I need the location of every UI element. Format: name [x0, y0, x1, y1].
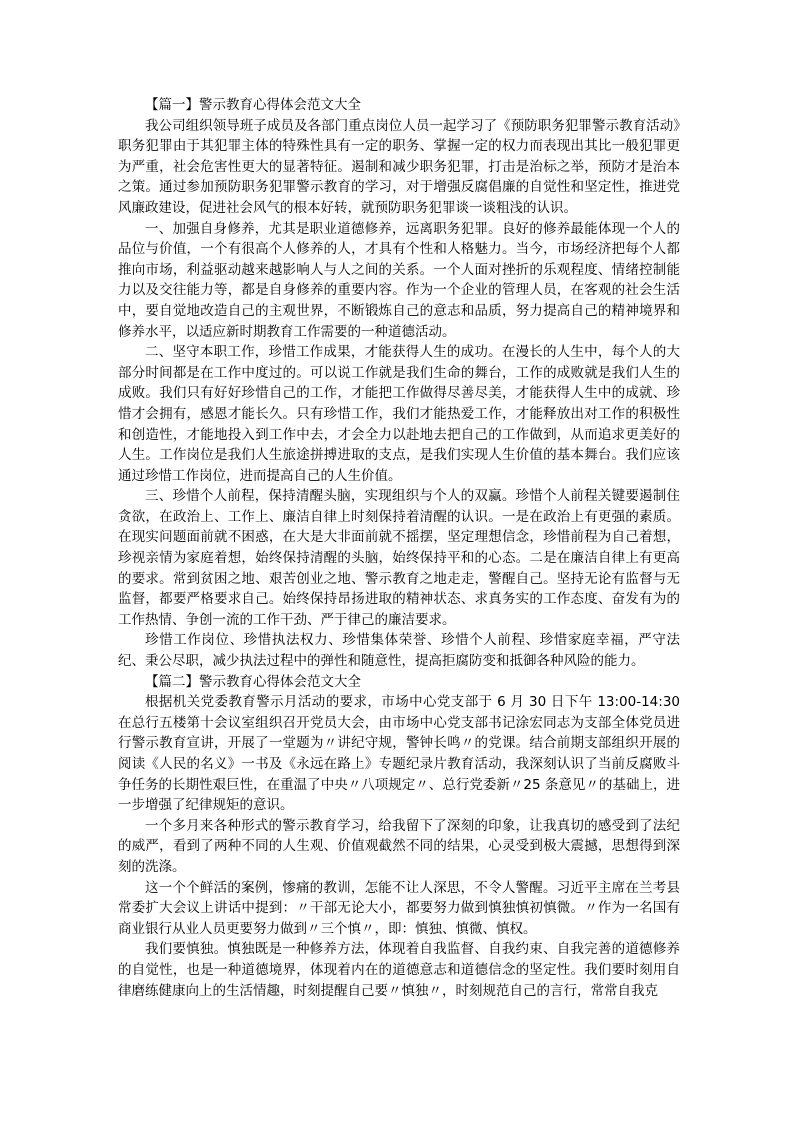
section-2-paragraph-impression: 一个多月来各种形式的警示教育学习，给我留下了深刻的印象，让我真切的感受到了法纪的威严，看到了两种不同的人生观、价值观截然不同的结果，心灵受到极大震撼，思想得到深刻的洗涤。 [118, 817, 680, 875]
section-2-paragraph-intro: 根据机关党委教育警示月活动的要求，市场中心党支部于 6 月 30 日下午 13:00-14:30 在总行五楼第十会议室组织召开党员大会，由市场中心党支部书记涂宏同志为支部全体党员进行警示教育宣讲，开展了一堂题为〃讲纪守规，警钟长鸣〃的党课。结合前期支部组织开展的阅读《人民的名义》一书及《永远在路上》专题纪录片教育活动，我深刻认识了当前反腐败斗争任务的长期性艰巨性，在重温了中央〃八项规定〃、总行党委新〃25 条意见〃的基础上，进一步增强了纪律规矩的意识。 [118, 694, 680, 814]
section-2-heading: 【篇二】警示教育心得体会范文大全 [145, 673, 361, 690]
section-1-heading: 【篇一】警示教育心得体会范文大全 [145, 97, 361, 113]
section-2-paragraph-cases: 这一个个鲜活的案例，惨痛的教训，怎能不让人深思，不令人警醒。习近平主席在兰考县常委扩大会议上讲话中提到：〃干部无论大小，都要努力做到慎独慎初慎微。〃作为一名国有商业银行从业人员更要努力做到〃三个慎〃，即：慎独、慎微、慎权。 [118, 879, 680, 937]
section-1-paragraph-point-1: 一、加强自身修养，尤其是职业道德修养，远离职务犯罪。良好的修养最能体现一个人的品位与价值，一个有很高个人修养的人，才具有个性和人格魅力。当今，市场经济把每个人都推向市场，利益驱动越来越影响人与人之间的关系。一个人面对挫折的乐观程度、情绪控制能力以及交往能力等，都是自身修养的重要内容。作为一个企业的管理人员，在客观的社会生活中，要自觉地改造自己的主观世界，不断锻炼自己的意志和品质，努力提高自己的精神境界和修养水平，以适应新时期教育工作需要的一种道德活动。 [118, 220, 680, 340]
section-1-paragraph-point-2: 二、坚守本职工作，珍惜工作成果，才能获得人生的成功。在漫长的人生中，每个人的大部分时间都是在工作中度过的。可以说工作就是我们生命的舞台，工作的成败就是我们人生的成败。我们只有好好珍惜自己的工作，才能把工作做得尽善尽美，才能获得人生中的成就、珍惜才会拥有，感恩才能长久。只有珍惜工作，我们才能热爱工作，才能释放出对工作的积极性和创造性，才能地投入到工作中去，才会全力以赴地去把自己的工作做到，从而追求更美好的人生。工作岗位是我们人生旅途拼搏进取的支点，是我们实现人生价值的基本舞台。我们应该通过珍惜工作岗位，进而提高自己的人生价值。 [118, 344, 680, 484]
document-page [118, 95, 680, 1001]
section-2-paragraph-shendu: 我们要慎独。慎独既是一种修养方法，体现着自我监督、自我约束、自我完善的道德修养的自觉性，也是一种道德境界，体现着内在的道德意志和道德信念的坚定性。我们要时刻用自律磨练健康向上的生活情趣，时刻提醒自己要〃慎独〃，时刻规范自己的言行，常常自我克 [118, 941, 680, 999]
section-1-paragraph-intro: 我公司组织领导班子成员及各部门重点岗位人员一起学习了《预防职务犯罪警示教育活动》职务犯罪由于其犯罪主体的特殊性具有一定的职务、掌握一定的权力而表现出其比一般犯罪更为严重，社会危害性更大的显著特征。遏制和减少职务犯罪，打击是治标之举，预防才是治本之策。通过参加预防职务犯罪警示教育的学习，对于增强反腐倡廉的自觉性和坚定性，推进党风廉政建设，促进社会风气的根本好转，就预防职务犯罪谈一谈粗浅的认识。 [118, 117, 680, 216]
section-1-paragraph-summary: 珍惜工作岗位、珍惜执法权力、珍惜集体荣誉、珍惜个人前程、珍惜家庭幸福，严守法纪、秉公尽职，减少执法过程中的弹性和随意性，提高拒腐防变和抵御各种风险的能力。 [118, 632, 680, 670]
section-1-paragraph-point-3: 三、珍惜个人前程，保持清醒头脑，实现组织与个人的双赢。珍惜个人前程关键要遏制住贪欲，在政治上、工作上、廉洁自律上时刻保持着清醒的认识。一是在政治上有更强的素质。在现实问题面前就不困惑，在大是大非面前就不摇摆，坚定理想信念，珍惜前程为自己着想，珍视亲情为家庭着想，始终保持清醒的头脑，始终保持平和的心态。二是在廉洁自律上有更高的要求。常到贫困之地、艰苦创业之地、警示教育之地走走，警醒自己。坚持无论有监督与无监督，都要严格要求自己。始终保持昂扬进取的精神状态、求真务实的工作态度、奋发有为的工作热情、争创一流的工作干劲、严于律己的廉洁要求。 [118, 488, 680, 628]
